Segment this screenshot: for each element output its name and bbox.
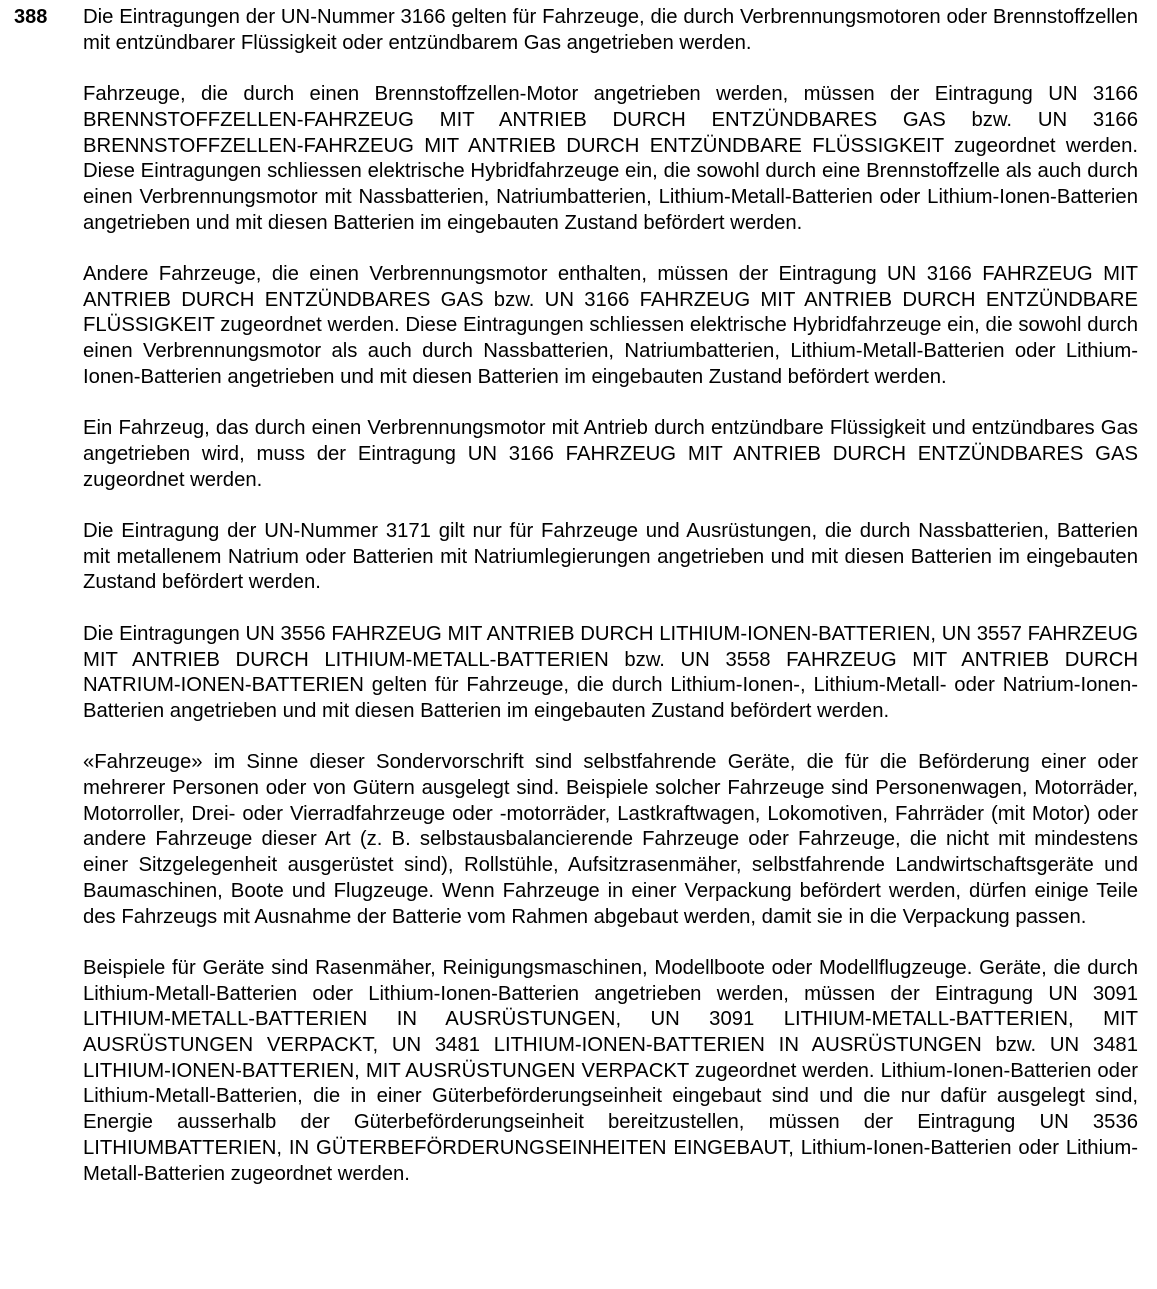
paragraph-un3556-3558-scope: Die Eintragungen UN 3556 FAHRZEUG MIT ANTRIEB DURCH LITHIUM-IONEN-BATTERIEN, UN 3557 FAHRZEUG MIT ANTRIEB DURCH LITHIUM-METALL-BATTERIEN bzw. UN 3558 FAHRZEUG MIT ANTRIEB DURCH NATRIUM-IONEN-BATTERIEN gelten für Fahrzeuge, die durch Lithium-Ionen-, Lithium-Metall- oder Natrium-Ionen-Batterien angetrieben und mit diesen Batterien im eingebauten Zustand befördert werden. — [83, 622, 1138, 722]
paragraph-vehicle-definition: «Fahrzeuge» im Sinne dieser Sondervorschrift sind selbstfahrende Geräte, die für die Beförderung einer oder mehrerer Personen oder von Gütern ausgelegt sind. Beispiele solcher Fahrzeuge sind Personenwagen, Motorräder, Motorroller, Drei- oder Vierradfahrzeuge oder -motorräder, Lastkraftwagen, Lokomotiven, Fahrräder (mit Motor) oder andere Fahrzeuge dieser Art (z. B. selbstausbalancierende Fahrzeuge oder Fahrzeuge, die nicht mit mindestens einer Sitzgelegenheit ausgerüstet sind), Rollstühle, Aufsitzrasenmäher, selbstfahrende Landwirtschaftsgeräte und Baumaschinen, Boote und Flugzeuge. Wenn Fahrzeuge in einer Verpackung befördert werden, dürfen einige Teile des Fahrzeugs mit Ausnahme der Batterie vom Rahmen abgebaut werden, damit sie in die Verpackung passen. — [83, 751, 1138, 928]
paragraph-combustion-vehicles: Andere Fahrzeuge, die einen Verbrennungsmotor enthalten, müssen der Eintragung UN 3166 FAHRZEUG MIT ANTRIEB DURCH ENTZÜNDBARES GAS bzw. UN 3166 FAHRZEUG MIT ANTRIEB DURCH ENTZÜNDBARE FLÜSSIGKEIT zugeordnet werden. Diese Eintragungen schliessen elektrische Hybridfahrzeuge ein, die sowohl durch einen Verbrennungsmotor als auch durch Nassbatterien, Natriumbatterien, Lithium-Metall-Batterien oder Lithium-Ionen-Batterien angetrieben und mit diesen Batterien im eingebauten Zustand befördert werden. — [83, 263, 1138, 388]
paragraph-un3166-scope: Die Eintragungen der UN-Nummer 3166 gelten für Fahrzeuge, die durch Verbrennungsmotoren oder Brennstoffzellen mit entzündbarer Flüssigkeit oder entzündbarem Gas angetrieben werden. — [83, 6, 1138, 54]
provision-body — [83, 5, 1138, 1187]
provision-number: 388 — [14, 6, 48, 28]
paragraph-equipment-examples: Beispiele für Geräte sind Rasenmäher, Reinigungsmaschinen, Modellboote oder Modellflugzeuge. Geräte, die durch Lithium-Metall-Batterien oder Lithium-Ionen-Batterien angetrieben werden, müssen der Eintragung UN 3091 LITHIUM-METALL-BATTERIEN IN AUSRÜSTUNGEN, UN 3091 LITHIUM-METALL-BATTERIEN, MIT AUSRÜSTUNGEN VERPACKT, UN 3481 LITHIUM-IONEN-BATTERIEN IN AUSRÜSTUNGEN bzw. UN 3481 LITHIUM-IONEN-BATTERIEN, MIT AUSRÜSTUNGEN VERPACKT zugeordnet werden. Lithium-Ionen-Batterien oder Lithium-Metall-Batterien, die in einer Güterbeförderungseinheit eingebaut sind und die nur dafür ausgelegt sind, Energie ausserhalb der Güterbeförderungseinheit bereitzustellen, müssen der Eintragung UN 3536 LITHIUMBATTERIEN, IN GÜTERBEFÖRDERUNGSEINHEITEN EINGEBAUT, Lithium-Ionen-Batterien oder Lithium-Metall-Batterien zugeordnet werden. — [83, 956, 1138, 1185]
paragraph-un3171-scope: Die Eintragung der UN-Nummer 3171 gilt nur für Fahrzeuge und Ausrüstungen, die durch Nassbatterien, Batterien mit metallenem Natrium oder Batterien mit Natriumlegierungen angetrieben und mit diesen Batterien im eingebauten Zustand befördert werden. — [83, 520, 1138, 594]
paragraph-dual-fuel-vehicles: Ein Fahrzeug, das durch einen Verbrennungsmotor mit Antrieb durch entzündbare Flüssigkeit und entzündbares Gas angetrieben wird, muss der Eintragung UN 3166 FAHRZEUG MIT ANTRIEB DURCH ENTZÜNDBARES GAS zugeordnet werden. — [83, 417, 1138, 491]
paragraph-fuel-cell-vehicles: Fahrzeuge, die durch einen Brennstoffzellen-Motor angetrieben werden, müssen der Eintragung UN 3166 BRENNSTOFFZELLEN-FAHRZEUG MIT ANTRIEB DURCH ENTZÜNDBARES GAS bzw. UN 3166 BRENNSTOFFZELLEN-FAHRZEUG MIT ANTRIEB DURCH ENTZÜNDBARE FLÜSSIGKEIT zugeordnet werden. Diese Eintragungen schliessen elektrische Hybridfahrzeuge ein, die sowohl durch eine Brennstoffzelle als auch durch einen Verbrennungsmotor mit Nassbatterien, Natriumbatterien, Lithium-Metall-Batterien oder Lithium-Ionen-Batterien angetrieben und mit diesen Batterien im eingebauten Zustand befördert werden. — [83, 83, 1138, 234]
